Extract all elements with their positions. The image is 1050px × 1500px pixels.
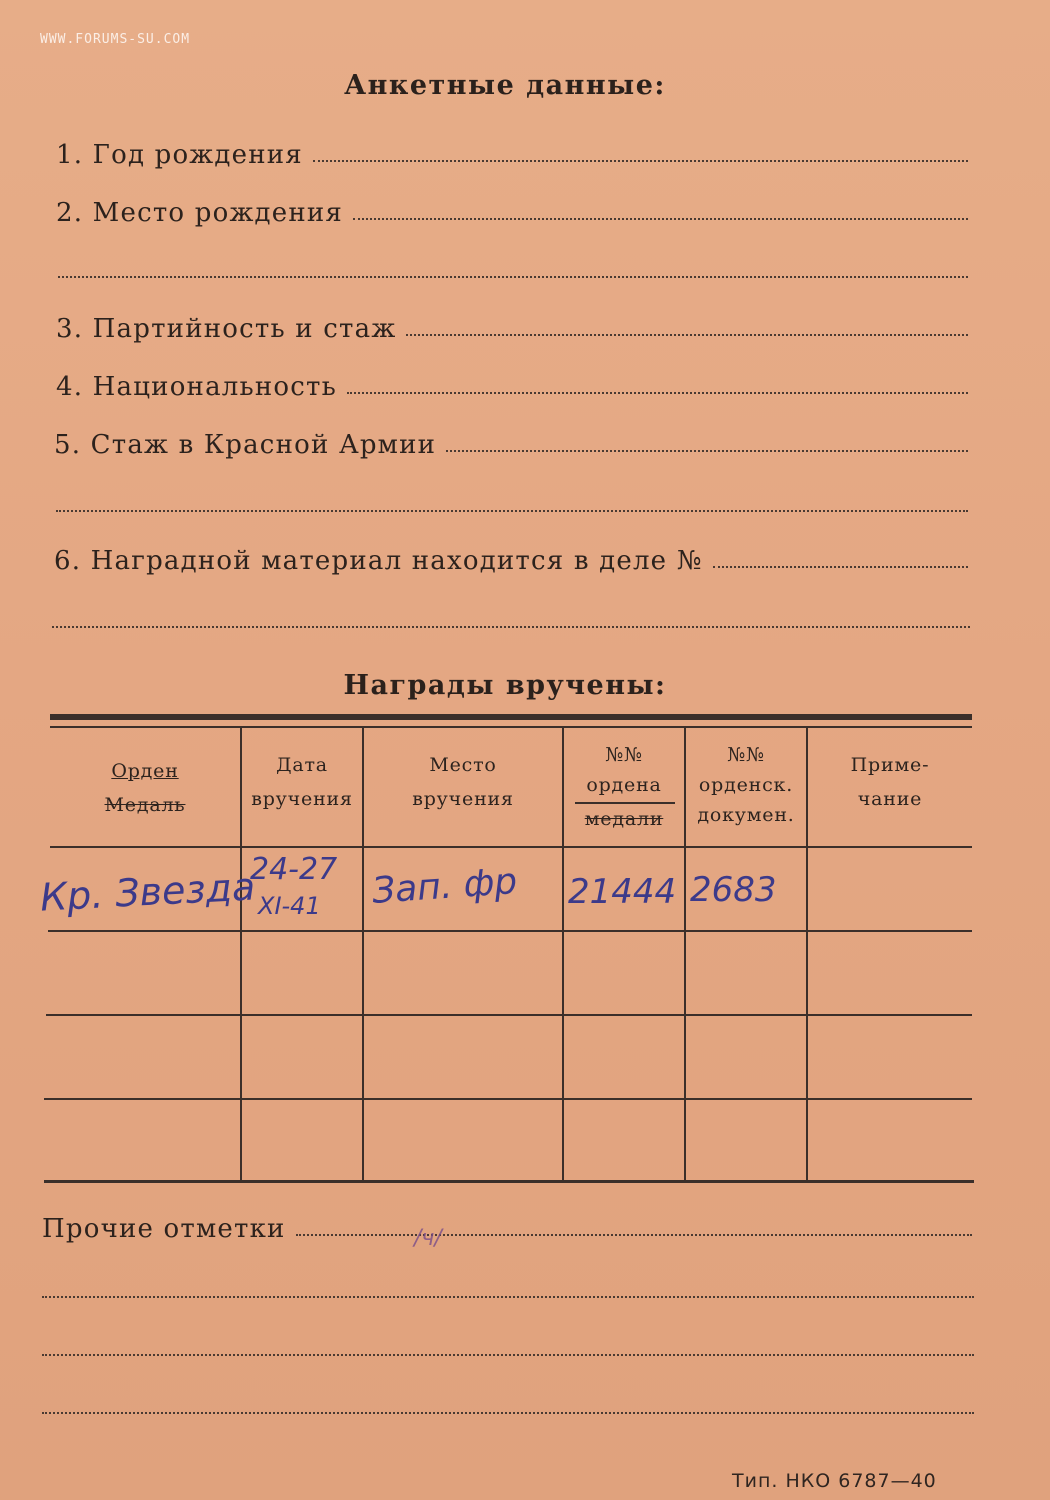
handwritten-mark: /ч/ bbox=[414, 1226, 442, 1251]
header-order-label: Орден bbox=[111, 760, 179, 782]
watermark: WWW.FORUMS-SU.COM bbox=[40, 32, 191, 47]
header-order-number-line1: №№ bbox=[605, 744, 643, 766]
fill-line-continued bbox=[58, 276, 968, 278]
awards-title: Награды вручены: bbox=[343, 670, 667, 701]
cell-order-number: 21444 bbox=[568, 872, 677, 912]
table-top-rule bbox=[50, 714, 972, 720]
field-army-service bbox=[54, 430, 968, 460]
header-order-number-line2: ордена bbox=[586, 774, 662, 796]
header-medal-label: Медаль bbox=[104, 794, 186, 816]
header-document-number-line2: орденск. bbox=[698, 774, 794, 796]
fill-line bbox=[313, 158, 968, 162]
header-order-number-line3: медали bbox=[584, 808, 664, 830]
field-birth-year bbox=[56, 140, 968, 170]
header-document-number-line3: докумен. bbox=[697, 804, 795, 826]
field-label: 2. Место рождения bbox=[56, 198, 344, 228]
header-place-line2: вручения bbox=[412, 788, 514, 810]
header-document-number bbox=[686, 740, 806, 830]
cell-place: Зап. фр bbox=[370, 860, 519, 913]
cell-document-number: 2683 bbox=[690, 870, 777, 910]
cell-award-name: Кр. Звезда bbox=[38, 864, 257, 920]
header-note-line2: чание bbox=[857, 788, 923, 810]
table-top-rule-thin bbox=[50, 726, 972, 728]
header-place-line1: Место bbox=[429, 754, 497, 776]
header-date bbox=[242, 748, 362, 816]
field-label: 5. Стаж в Красной Армии bbox=[54, 430, 437, 460]
fill-line bbox=[406, 332, 968, 336]
field-birth-place bbox=[56, 198, 968, 228]
fill-line-continued bbox=[52, 626, 970, 628]
field-label: Прочие отметки bbox=[42, 1214, 286, 1244]
field-label: 1. Год рождения bbox=[56, 140, 303, 170]
fill-line bbox=[353, 216, 968, 220]
field-award-file bbox=[54, 546, 968, 576]
field-nationality bbox=[56, 372, 968, 402]
survey-title: Анкетные данные: bbox=[344, 70, 666, 101]
fill-line bbox=[347, 390, 968, 394]
header-note-line1: Приме- bbox=[850, 754, 930, 776]
fill-line bbox=[713, 564, 968, 568]
header-order bbox=[50, 754, 240, 822]
header-note bbox=[808, 748, 972, 816]
field-party bbox=[56, 314, 968, 344]
header-date-line1: Дата bbox=[276, 754, 328, 776]
fill-line bbox=[446, 448, 968, 452]
field-label: 6. Наградной материал находится в деле № bbox=[54, 546, 703, 576]
field-other-marks bbox=[42, 1214, 972, 1244]
header-date-line2: вручения bbox=[251, 788, 353, 810]
table-bottom-rule bbox=[44, 1180, 974, 1183]
fill-line-continued bbox=[42, 1412, 974, 1414]
header-document-number-line1: №№ bbox=[727, 744, 765, 766]
fill-line-continued bbox=[42, 1296, 974, 1298]
table-row-divider bbox=[44, 1098, 972, 1100]
field-label: 3. Партийность и стаж bbox=[56, 314, 397, 344]
cell-date-line2: XI-41 bbox=[258, 892, 321, 920]
fill-line-continued bbox=[42, 1354, 974, 1356]
table-header-divider bbox=[50, 846, 972, 848]
table-row-divider bbox=[46, 1014, 972, 1016]
header-order-number bbox=[564, 740, 684, 834]
printer-mark: Тип. НКО 6787—40 bbox=[732, 1470, 937, 1492]
fill-line-continued bbox=[56, 510, 968, 512]
cell-date-line1: 24-27 bbox=[250, 852, 338, 887]
table-row-divider bbox=[48, 930, 972, 932]
field-label: 4. Национальность bbox=[56, 372, 337, 402]
fill-line bbox=[296, 1232, 972, 1236]
header-place bbox=[364, 748, 562, 816]
